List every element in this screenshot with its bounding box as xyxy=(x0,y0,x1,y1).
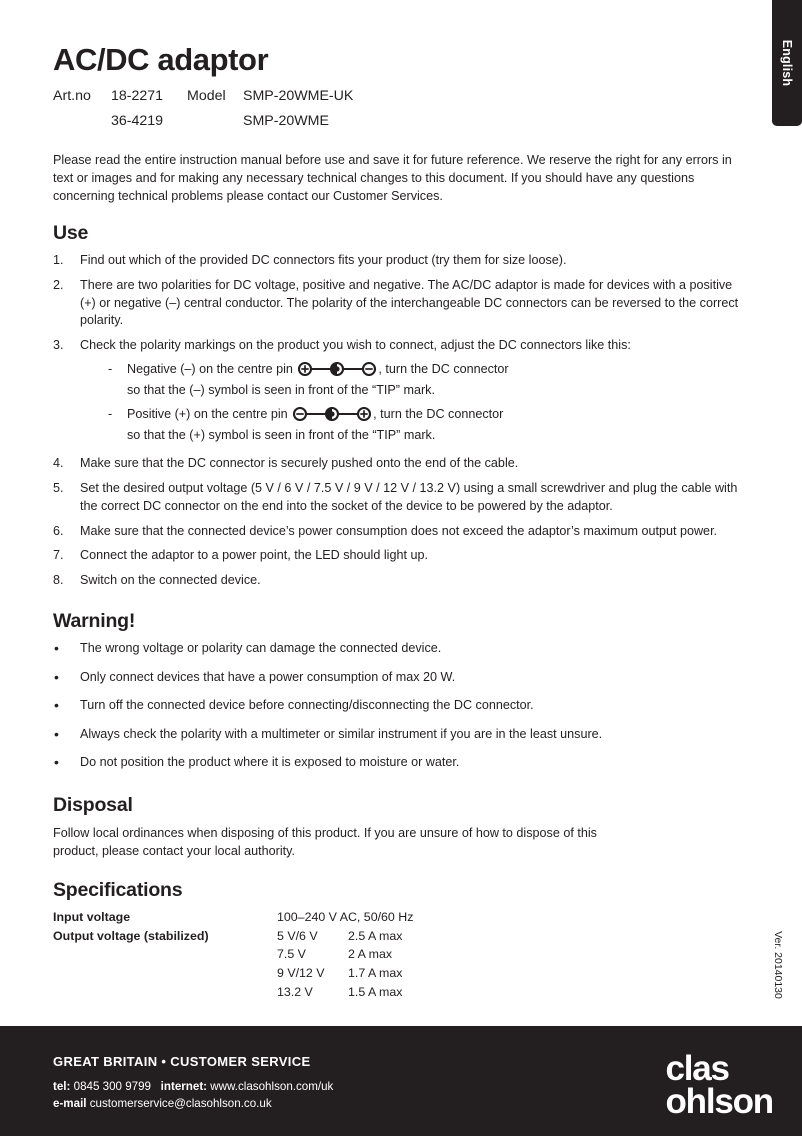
tel-label: tel: xyxy=(53,1080,71,1093)
list-item xyxy=(53,523,743,541)
language-tab-english xyxy=(772,0,802,126)
step-number: 4. xyxy=(53,456,64,471)
warning-bullet-list xyxy=(53,640,743,772)
spec-value-1: 13.2 V xyxy=(277,984,313,999)
spec-label xyxy=(53,984,277,1003)
step-text: Switch on the connected device. xyxy=(80,573,261,588)
list-item xyxy=(53,252,743,270)
list-item xyxy=(53,754,743,772)
step-number: 7. xyxy=(53,548,64,563)
table-row xyxy=(53,984,413,1003)
step-number: 2. xyxy=(53,277,64,292)
page-footer xyxy=(0,1026,802,1136)
brand-logo-line-2: ohlson xyxy=(665,1081,773,1121)
art-no-value-2: 36-4219 xyxy=(111,113,164,130)
tel-value: 0845 300 9799 xyxy=(73,1080,151,1093)
table-row xyxy=(53,928,413,947)
step-text: Make sure that the DC connector is securely pushed onto the end of the cable. xyxy=(80,456,519,471)
spec-label xyxy=(53,965,277,984)
list-item xyxy=(53,669,743,687)
bullet-text: Always check the polarity with a multimeter or similar instrument if you are in the least unsure. xyxy=(80,726,603,741)
dash-marker: - xyxy=(108,361,113,376)
sub-item-text-line2: so that the (–) symbol is seen in front of the “TIP” mark. xyxy=(127,382,435,397)
art-no-label: Art.no xyxy=(53,87,91,104)
brand-logo xyxy=(665,1049,773,1121)
model-value-2: SMP-20WME xyxy=(243,113,329,130)
list-item xyxy=(53,480,743,516)
internet-value[interactable]: www.clasohlson.com/uk xyxy=(210,1080,334,1093)
spec-value-2: 1.7 A max xyxy=(348,965,403,980)
section-heading-disposal: Disposal xyxy=(53,794,133,817)
article-line-1 xyxy=(53,84,743,110)
spec-value-1: 9 V/12 V xyxy=(277,965,325,980)
footer-heading: GREAT BRITAIN • CUSTOMER SERVICE xyxy=(53,1054,311,1069)
email-value[interactable]: customerservice@clasohlson.co.uk xyxy=(89,1097,272,1111)
version-label: Ver. 20140130 xyxy=(772,931,784,999)
specifications-table xyxy=(53,909,413,1002)
section-heading-warning: Warning! xyxy=(53,609,136,632)
bullet-text: The wrong voltage or polarity can damage the connected device. xyxy=(80,640,442,655)
spec-value-2: 2 A max xyxy=(348,947,393,962)
step-number: 3. xyxy=(53,338,64,353)
list-item xyxy=(53,337,743,444)
internet-label: internet: xyxy=(160,1080,208,1093)
dash-marker: - xyxy=(108,406,113,421)
section-heading-use: Use xyxy=(53,222,89,245)
list-item xyxy=(53,572,743,590)
list-item xyxy=(53,547,743,565)
section-heading-specifications: Specifications xyxy=(53,879,183,902)
step-text: Check the polarity markings on the product you wish to connect, adjust the DC connectors like this: xyxy=(80,338,631,353)
page-title: AC/DC adaptor xyxy=(53,42,269,77)
footer-contact-row-2 xyxy=(53,1095,333,1112)
spec-label xyxy=(53,946,277,965)
table-row xyxy=(53,965,413,984)
article-line-2 xyxy=(53,109,743,135)
footer-contact-block xyxy=(53,1054,333,1112)
step-text: Set the desired output voltage (5 V / 6 V / 7.5 V / 9 V / 12 V / 13.2 V) using a small screwdriver and plug the cable with the correct DC connector on the end into the socket of the device to be powered by the adaptor. xyxy=(80,481,738,513)
document-content xyxy=(53,44,743,1002)
bullet-glyph: • xyxy=(54,754,59,771)
list-item xyxy=(53,455,743,473)
bullet-text: Only connect devices that have a power consumption of max 20 W. xyxy=(80,669,456,684)
bullet-glyph: • xyxy=(54,639,59,656)
spec-value-1: 5 V/6 V xyxy=(277,928,318,943)
spec-label: Input voltage xyxy=(53,910,131,925)
list-item xyxy=(53,640,743,658)
model-value-1: SMP-20WME-UK xyxy=(243,87,354,104)
bullet-text: Turn off the connected device before connecting/disconnecting the DC connector. xyxy=(80,698,534,713)
sub-item-text-after: , turn the DC connector xyxy=(378,361,509,376)
polarity-diagram-minus-pin-plus xyxy=(292,407,372,427)
sub-item-text-after: , turn the DC connector xyxy=(373,406,504,421)
step-text: Find out which of the provided DC connectors fits your product (try them for size loose). xyxy=(80,253,567,268)
bullet-text: Do not position the product where it is exposed to moisture or water. xyxy=(80,755,460,770)
step-number: 5. xyxy=(53,481,64,496)
brand-logo-line-1: clas xyxy=(665,1049,729,1088)
step-text: There are two polarities for DC voltage, positive and negative. The AC/DC adaptor is made for devices with a positive (+) or negative (–) central conductor. The polarity of the interchangeable DC connectors can be reversed to the correct polarity. xyxy=(80,277,739,328)
table-row xyxy=(53,946,413,965)
spec-value-2: 2.5 A max xyxy=(348,928,403,943)
language-tab-label: English xyxy=(780,39,794,87)
step-text: Connect the adaptor to a power point, the LED should light up. xyxy=(80,548,428,563)
bullet-glyph: • xyxy=(54,725,59,742)
list-item xyxy=(53,277,743,330)
sub-list-item-positive xyxy=(80,406,743,445)
list-item xyxy=(53,697,743,715)
spec-label: Output voltage (stabilized) xyxy=(53,928,209,943)
spec-value-2: 1.5 A max xyxy=(348,984,403,999)
step-number: 8. xyxy=(53,573,64,588)
step-number: 1. xyxy=(53,253,64,268)
list-item xyxy=(53,726,743,744)
art-no-value-1: 18-2271 xyxy=(111,87,164,104)
bullet-glyph: • xyxy=(54,668,59,685)
sub-item-text-before: Negative (–) on the centre pin xyxy=(127,361,297,376)
bullet-glyph: • xyxy=(54,697,59,714)
version-marker xyxy=(768,905,788,1025)
table-row xyxy=(53,909,413,928)
step-number: 6. xyxy=(53,523,64,538)
email-label: e-mail xyxy=(53,1097,87,1111)
sub-item-text-line2: so that the (+) symbol is seen in front of the “TIP” mark. xyxy=(127,427,436,442)
spec-value-1: 7.5 V xyxy=(277,947,306,962)
disposal-paragraph: Follow local ordinances when disposing of this product. If you are unsure of how to dispose of this product, please contact your local authority. xyxy=(53,826,597,859)
footer-contact-row-1 xyxy=(53,1078,333,1095)
step-text: Make sure that the connected device’s power consumption does not exceed the adaptor’s maximum output power. xyxy=(80,523,718,538)
intro-paragraph: Please read the entire instruction manual before use and save it for future reference. We reserve the right for any errors in text or images and for making any necessary technical changes to this document. If you should have any questions concerning technical problems please contact our Customer Services. xyxy=(53,153,732,204)
polarity-diagram-plus-pin-minus xyxy=(297,362,377,382)
spec-value-1: 100–240 V AC, 50/60 Hz xyxy=(277,910,414,925)
model-label: Model xyxy=(187,87,226,104)
use-steps-list xyxy=(53,252,743,590)
sub-item-text-before: Positive (+) on the centre pin xyxy=(127,406,292,421)
sub-list-item-negative xyxy=(80,361,743,400)
